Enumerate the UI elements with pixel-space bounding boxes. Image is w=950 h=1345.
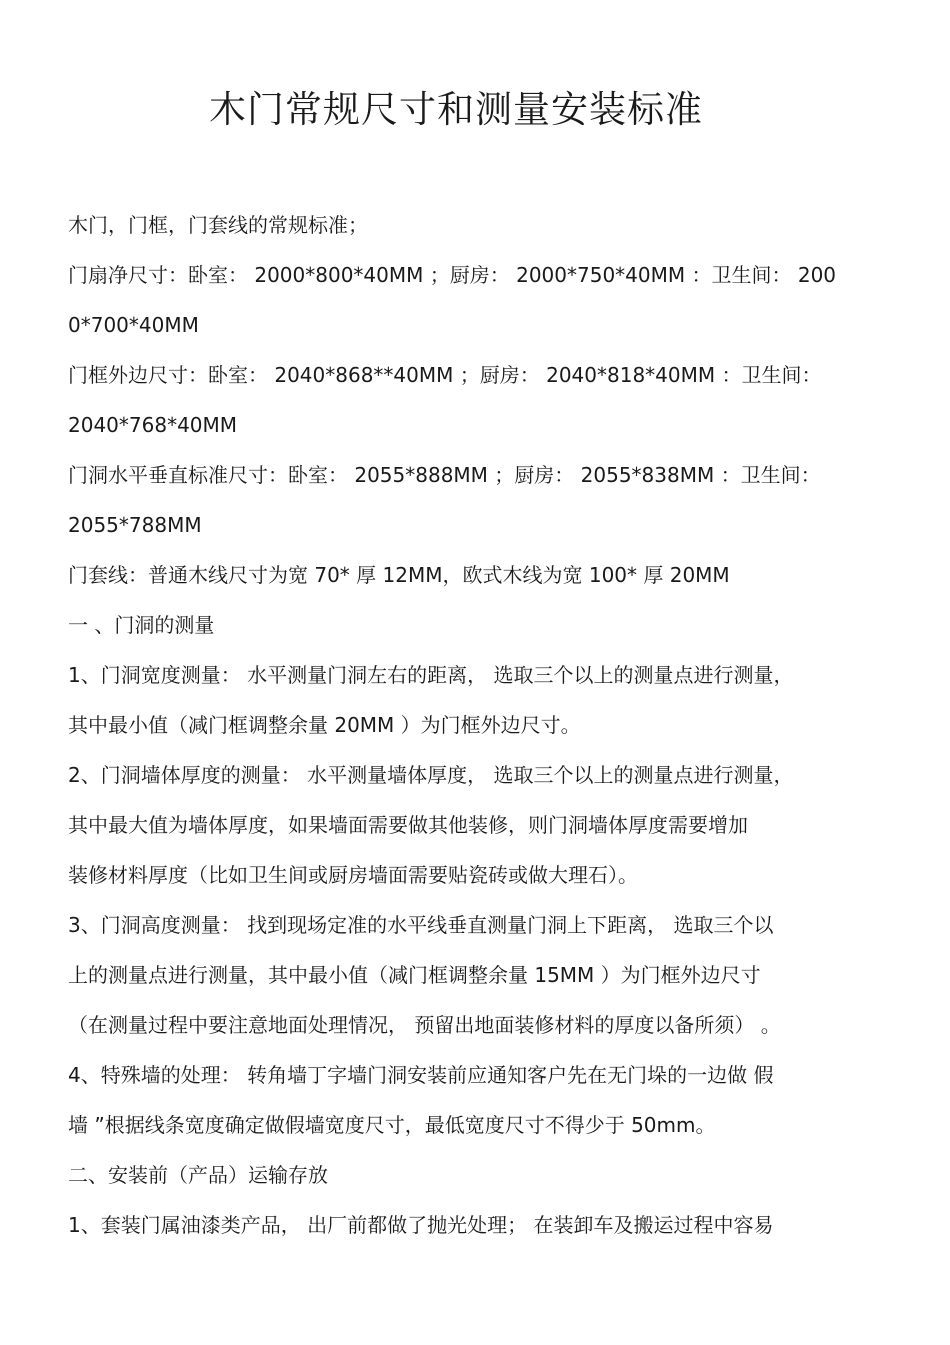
section-heading: 二、安装前（产品）运输存放 <box>68 1163 328 1187</box>
section-heading: 一 、门洞的测量 <box>68 613 215 637</box>
text-line: 1、门洞宽度测量： 水平测量门洞左右的距离， 选取三个以上的测量点进行测量， <box>68 663 794 687</box>
text-line: 1、套装门属油漆类产品， 出厂前都做了抛光处理； 在装卸车及搬运过程中容易 <box>68 1213 774 1237</box>
text-line: （在测量过程中要注意地面处理情况， 预留出地面装修材料的厚度以备所须） 。 <box>68 1013 781 1037</box>
text-line: 墙 ”根据线条宽度确定做假墙宽度尺寸，最低宽度尺寸不得少于 50mm。 <box>68 1113 716 1137</box>
text-line: 0*700*40MM <box>68 313 199 337</box>
text-line: 2040*768*40MM <box>68 413 238 437</box>
text-line: 2055*788MM <box>68 513 202 537</box>
text-line: 门框外边尺寸：卧室： 2040*868**40MM ；厨房： 2040*818*40MM ：卫生间： <box>68 363 822 387</box>
text-line: 门洞水平垂直标准尺寸：卧室： 2055*888MM ；厨房： 2055*838MM ：卫生间： <box>68 463 821 487</box>
text-line: 门扇净尺寸：卧室： 2000*800*40MM ；厨房： 2000*750*40MM ：卫生间： 200 <box>68 263 837 287</box>
text-line: 上的测量点进行测量，其中最小值（减门框调整余量 15MM ）为门框外边尺寸 <box>68 963 761 987</box>
text-line: 其中最大值为墙体厚度，如果墙面需要做其他装修，则门洞墙体厚度需要增加 <box>68 813 748 837</box>
text-line: 门套线：普通木线尺寸为宽 70* 厚 12MM，欧式木线为宽 100* 厚 20MM <box>68 563 730 587</box>
document-title: 木门常规尺寸和测量安装标准 <box>209 88 703 131</box>
text-line: 2、门洞墙体厚度的测量： 水平测量墙体厚度， 选取三个以上的测量点进行测量， <box>68 763 794 787</box>
text-line: 木门，门框，门套线的常规标准； <box>68 213 368 237</box>
document-body <box>68 200 888 1250</box>
text-line: 其中最小值（减门框调整余量 20MM ）为门框外边尺寸。 <box>68 713 581 737</box>
text-line: 4、特殊墙的处理： 转角墙丁字墙门洞安装前应通知客户先在无门垛的一边做 假 <box>68 1063 774 1087</box>
text-line: 3、门洞高度测量： 找到现场定准的水平线垂直测量门洞上下距离， 选取三个以 <box>68 913 774 937</box>
text-line: 装修材料厚度（比如卫生间或厨房墙面需要贴瓷砖或做大理石）。 <box>68 863 638 887</box>
